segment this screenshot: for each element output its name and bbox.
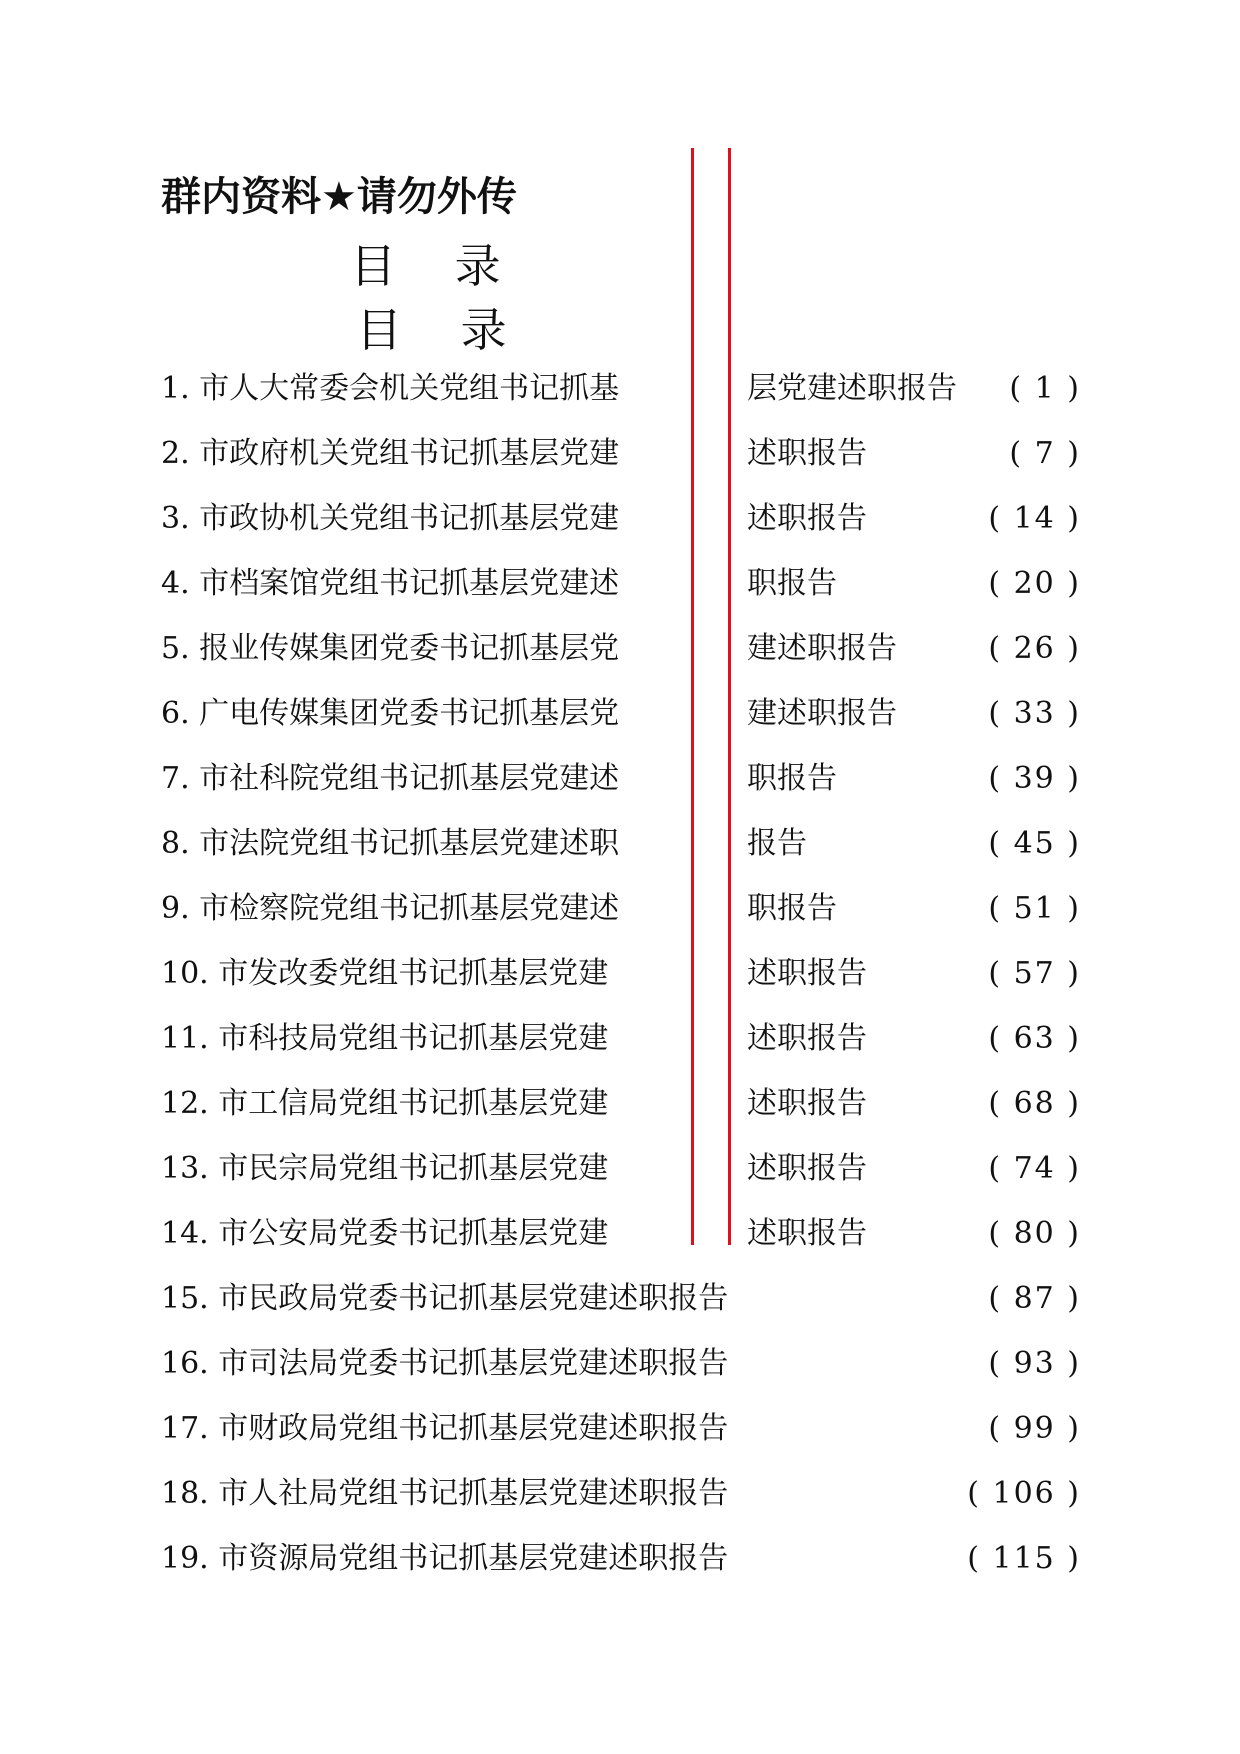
toc-entry[interactable] bbox=[161, 1468, 1081, 1520]
toc-entry-page: ( 99 ) bbox=[988, 1411, 1081, 1446]
toc-entry-title: 18. 市人社局党组书记抓基层党建述职报告 bbox=[161, 1476, 729, 1511]
toc-entry-page: ( 74 ) bbox=[988, 1151, 1081, 1186]
toc-heading: 目 录 bbox=[350, 239, 523, 293]
confidential-notice: 群内资料★请勿外传 bbox=[161, 174, 517, 220]
toc-entry-title: 15. 市民政局党委书记抓基层党建述职报告 bbox=[161, 1281, 729, 1316]
toc-entry-title-continued: 职报告 bbox=[747, 566, 837, 601]
toc-entry-page: ( 7 ) bbox=[1009, 436, 1081, 471]
toc-entry-page: ( 80 ) bbox=[988, 1216, 1081, 1251]
toc-entry-title-continued: 建述职报告 bbox=[747, 696, 897, 731]
toc-entry-title: 19. 市资源局党组书记抓基层党建述职报告 bbox=[161, 1541, 729, 1576]
toc-entry[interactable] bbox=[161, 1273, 1081, 1325]
toc-entry[interactable] bbox=[161, 1403, 1081, 1455]
toc-entry-title: 11. 市科技局党组书记抓基层党建 bbox=[161, 1021, 609, 1056]
toc-entry-title: 5. 报业传媒集团党委书记抓基层党 bbox=[161, 631, 620, 666]
toc-entry-title: 9. 市检察院党组书记抓基层党建述 bbox=[161, 891, 620, 926]
toc-entry-title: 4. 市档案馆党组书记抓基层党建述 bbox=[161, 566, 620, 601]
toc-entry-title: 7. 市社科院党组书记抓基层党建述 bbox=[161, 761, 620, 796]
toc-entry-title-continued: 职报告 bbox=[747, 761, 837, 796]
toc-entry-title: 3. 市政协机关党组书记抓基层党建 bbox=[161, 501, 620, 536]
toc-entry-title: 6. 广电传媒集团党委书记抓基层党 bbox=[161, 696, 620, 731]
toc-entry-page: ( 39 ) bbox=[988, 761, 1081, 796]
toc-entry-page: ( 33 ) bbox=[988, 696, 1081, 731]
toc-entry[interactable] bbox=[161, 1143, 1081, 1195]
toc-entry-title-continued: 述职报告 bbox=[747, 1086, 867, 1121]
toc-entry-title-continued: 报告 bbox=[747, 826, 807, 861]
toc-entry-title: 13. 市民宗局党组书记抓基层党建 bbox=[161, 1151, 609, 1186]
toc-entry-title-continued: 述职报告 bbox=[747, 1216, 867, 1251]
toc-entry-page: ( 68 ) bbox=[988, 1086, 1081, 1121]
toc-entry-page: ( 51 ) bbox=[988, 891, 1081, 926]
toc-entry[interactable] bbox=[161, 818, 1081, 870]
toc-entry-page: ( 14 ) bbox=[988, 501, 1081, 536]
toc-entry-title-continued: 述职报告 bbox=[747, 501, 867, 536]
toc-entry-title: 1. 市人大常委会机关党组书记抓基 bbox=[161, 371, 620, 406]
toc-entry-title-continued: 述职报告 bbox=[747, 1021, 867, 1056]
toc-entry[interactable] bbox=[161, 883, 1081, 935]
toc-entry[interactable] bbox=[161, 623, 1081, 675]
toc-entry-title-continued: 建述职报告 bbox=[747, 631, 897, 666]
toc-entry-title: 17. 市财政局党组书记抓基层党建述职报告 bbox=[161, 1411, 729, 1446]
toc-entry[interactable] bbox=[161, 948, 1081, 1000]
toc-entry[interactable] bbox=[161, 1338, 1081, 1390]
toc-entry[interactable] bbox=[161, 753, 1081, 805]
toc-entry-page: ( 115 ) bbox=[967, 1541, 1081, 1576]
toc-entry[interactable] bbox=[161, 558, 1081, 610]
toc-entry[interactable] bbox=[161, 1208, 1081, 1260]
toc-entry-title: 2. 市政府机关党组书记抓基层党建 bbox=[161, 436, 620, 471]
toc-entry[interactable] bbox=[161, 493, 1081, 545]
toc-entry-title: 14. 市公安局党委书记抓基层党建 bbox=[161, 1216, 609, 1251]
toc-entry-page: ( 26 ) bbox=[988, 631, 1081, 666]
toc-entry-title-continued: 述职报告 bbox=[747, 1151, 867, 1186]
toc-entry-title: 12. 市工信局党组书记抓基层党建 bbox=[161, 1086, 609, 1121]
toc-entry-page: ( 87 ) bbox=[988, 1281, 1081, 1316]
toc-entry[interactable] bbox=[161, 1533, 1081, 1585]
toc-entry-title-continued: 述职报告 bbox=[747, 956, 867, 991]
toc-entry-page: ( 63 ) bbox=[988, 1021, 1081, 1056]
toc-entry-title-continued: 述职报告 bbox=[747, 436, 867, 471]
toc-entry-title: 10. 市发改委党组书记抓基层党建 bbox=[161, 956, 609, 991]
toc-entry[interactable] bbox=[161, 1078, 1081, 1130]
toc-entry-title: 8. 市法院党组书记抓基层党建述职 bbox=[161, 826, 620, 861]
toc-heading-duplicate: 目 录 bbox=[356, 303, 529, 357]
toc-entry-title: 16. 市司法局党委书记抓基层党建述职报告 bbox=[161, 1346, 729, 1381]
toc-entry[interactable] bbox=[161, 428, 1081, 480]
toc-entry[interactable] bbox=[161, 688, 1081, 740]
toc-entry-title-continued: 职报告 bbox=[747, 891, 837, 926]
toc-entry-page: ( 20 ) bbox=[988, 566, 1081, 601]
toc-entry[interactable] bbox=[161, 1013, 1081, 1065]
toc-entry-title-continued: 层党建述职报告 bbox=[747, 371, 957, 406]
toc-entry-page: ( 57 ) bbox=[988, 956, 1081, 991]
toc-entry[interactable] bbox=[161, 363, 1081, 415]
toc-entry-page: ( 93 ) bbox=[988, 1346, 1081, 1381]
toc-entry-page: ( 1 ) bbox=[1009, 371, 1081, 406]
toc-entry-page: ( 45 ) bbox=[988, 826, 1081, 861]
toc-entry-page: ( 106 ) bbox=[967, 1476, 1081, 1511]
